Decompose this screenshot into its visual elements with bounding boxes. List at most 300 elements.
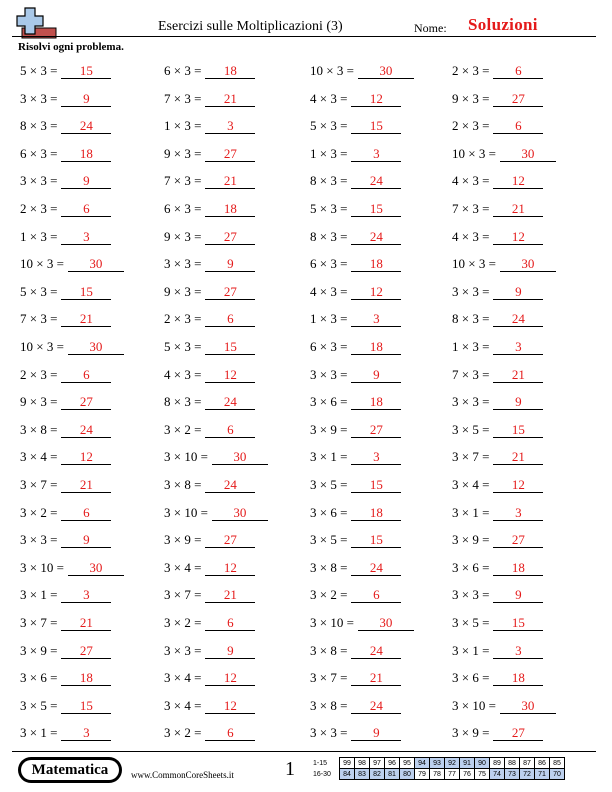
problem-question: 8 × 3 =: [164, 394, 202, 410]
answer-field[interactable]: 6: [493, 119, 543, 134]
problem-question: 3 × 4 =: [164, 670, 202, 686]
problem-question: 3 × 7 =: [164, 587, 202, 603]
score-cell: 87: [520, 758, 535, 769]
score-cell: 81: [385, 769, 400, 780]
problem-item: [20, 449, 111, 469]
answer-field[interactable]: 15: [351, 478, 401, 493]
answer-field[interactable]: 21: [61, 312, 111, 327]
score-row: [311, 769, 565, 780]
problem-item: [310, 670, 401, 690]
problem-question: 3 × 1 =: [452, 504, 490, 520]
problem-question: 1 × 3 =: [310, 311, 348, 327]
score-row: [311, 758, 565, 769]
problem-question: 8 × 3 =: [310, 228, 348, 244]
problem-question: 3 × 4 =: [164, 559, 202, 575]
answer-field[interactable]: 30: [212, 506, 268, 521]
problem-item: [20, 587, 111, 607]
score-row-label: 16-30: [313, 770, 331, 778]
problem-item: [452, 505, 543, 525]
problem-item: [20, 560, 124, 580]
problem-item: [452, 394, 543, 414]
problem-item: [310, 615, 414, 635]
answer-field[interactable]: 6: [205, 312, 255, 327]
answer-field[interactable]: 3: [351, 147, 401, 162]
answer-field[interactable]: 3: [205, 119, 255, 134]
problem-question: 2 × 3 =: [452, 118, 490, 134]
problem-item: [164, 91, 255, 111]
problem-item: [20, 422, 111, 442]
problem-question: 3 × 9 =: [452, 725, 490, 741]
score-cell: 97: [370, 758, 385, 769]
score-cell: 77: [445, 769, 460, 780]
problem-question: 3 × 2 =: [164, 725, 202, 741]
problem-item: [452, 63, 543, 83]
problem-question: 2 × 3 =: [20, 201, 58, 216]
subject-badge: [18, 757, 122, 783]
score-cell: 71: [535, 769, 550, 780]
answer-field[interactable]: 30: [68, 257, 124, 272]
answer-field[interactable]: 9: [493, 395, 543, 410]
problem-item: [164, 560, 255, 580]
problem-question: 3 × 1 =: [452, 642, 490, 658]
problem-item: [20, 394, 111, 414]
answer-field[interactable]: 21: [61, 616, 111, 631]
answer-field[interactable]: 12: [351, 285, 401, 300]
problem-question: 3 × 7 =: [20, 615, 58, 630]
answer-field[interactable]: 30: [68, 561, 124, 576]
answer-field[interactable]: 21: [205, 174, 255, 189]
answer-field[interactable]: 24: [61, 423, 111, 438]
answer-field[interactable]: 24: [205, 478, 255, 493]
answer-field[interactable]: 12: [205, 699, 255, 714]
problem-item: [20, 367, 111, 387]
answer-field[interactable]: 9: [61, 533, 111, 548]
problem-item: [164, 63, 255, 83]
name-value: Soluzioni: [468, 15, 538, 34]
problem-question: 3 × 3 =: [310, 725, 348, 741]
problem-item: [310, 643, 401, 663]
problem-question: 3 × 2 =: [20, 504, 58, 520]
problem-question: 4 × 3 =: [164, 366, 202, 382]
problem-item: [452, 698, 556, 718]
answer-field[interactable]: 30: [358, 64, 414, 79]
score-cell: 79: [415, 769, 430, 780]
problem-item: [452, 670, 543, 690]
problem-question: 3 × 8 =: [164, 477, 202, 492]
answer-field[interactable]: 18: [351, 257, 401, 272]
problem-item: [452, 532, 543, 552]
problem-question: 3 × 7 =: [20, 477, 58, 492]
problem-item: [164, 505, 268, 525]
answer-field[interactable]: 9: [61, 174, 111, 189]
score-cell: 86: [535, 758, 550, 769]
problem-question: 3 × 1 =: [310, 449, 348, 465]
answer-field[interactable]: 18: [205, 64, 255, 79]
problem-item: [20, 615, 111, 635]
answer-field[interactable]: 24: [351, 644, 401, 659]
answer-field[interactable]: 6: [61, 368, 111, 383]
problem-question: 6 × 3 =: [164, 201, 202, 216]
answer-field[interactable]: 12: [205, 561, 255, 576]
problem-question: 3 × 9 =: [452, 532, 490, 548]
answer-field[interactable]: 24: [351, 699, 401, 714]
problem-item: [310, 201, 401, 221]
problem-item: [452, 229, 543, 249]
problem-item: [310, 698, 401, 718]
name-label: Nome:: [414, 21, 447, 35]
problem-question: 3 × 5 =: [310, 477, 348, 492]
score-cell: 74: [490, 769, 505, 780]
problem-item: [310, 339, 401, 359]
answer-field[interactable]: 30: [358, 616, 414, 631]
page-title: Esercizi sulle Moltiplicazioni (3): [158, 19, 343, 34]
answer-field[interactable]: 12: [493, 174, 543, 189]
answer-field[interactable]: 15: [493, 616, 543, 631]
answer-field[interactable]: 3: [61, 726, 111, 741]
answer-field[interactable]: 24: [351, 561, 401, 576]
problem-question: 6 × 3 =: [164, 63, 202, 78]
answer-field[interactable]: 3: [493, 340, 543, 355]
problem-item: [20, 146, 111, 166]
answer-field[interactable]: 15: [351, 533, 401, 548]
answer-field[interactable]: 18: [351, 395, 401, 410]
answer-field[interactable]: 6: [205, 616, 255, 631]
problem-question: 3 × 2 =: [164, 615, 202, 630]
answer-field[interactable]: 27: [493, 726, 543, 741]
answer-field[interactable]: 15: [493, 423, 543, 438]
answer-field[interactable]: 18: [493, 561, 543, 576]
problem-question: 3 × 5 =: [310, 532, 348, 548]
problem-item: [164, 532, 255, 552]
answer-field[interactable]: 6: [61, 202, 111, 217]
score-cell: 89: [490, 758, 505, 769]
answer-field[interactable]: 6: [205, 423, 255, 438]
answer-field[interactable]: 18: [351, 506, 401, 521]
problem-item: [310, 725, 401, 745]
subject-label: Matematica: [21, 760, 119, 780]
score-cell: 90: [475, 758, 490, 769]
problem-question: 10 × 3 =: [20, 256, 64, 272]
answer-field[interactable]: 21: [351, 671, 401, 686]
problem-item: [20, 173, 111, 193]
problem-item: [310, 284, 401, 304]
answer-field[interactable]: 27: [205, 285, 255, 300]
problem-item: [164, 725, 255, 745]
problem-item: [452, 311, 543, 331]
problem-question: 3 × 10 =: [20, 559, 64, 575]
problem-question: 6 × 3 =: [310, 256, 348, 272]
problem-item: [452, 587, 543, 607]
answer-field[interactable]: 12: [205, 368, 255, 383]
problem-item: [164, 311, 255, 331]
answer-field[interactable]: 9: [493, 588, 543, 603]
problem-question: 3 × 3 =: [20, 532, 58, 548]
problem-item: [20, 670, 111, 690]
problem-question: 3 × 2 =: [164, 421, 202, 437]
answer-field[interactable]: 21: [205, 92, 255, 107]
problem-item: [310, 560, 401, 580]
problem-item: [164, 449, 268, 469]
problem-question: 6 × 3 =: [310, 339, 348, 354]
answer-field[interactable]: 27: [493, 92, 543, 107]
problem-question: 7 × 3 =: [164, 173, 202, 189]
problem-item: [20, 118, 111, 138]
score-cell: 83: [355, 769, 370, 780]
problem-question: 5 × 3 =: [164, 339, 202, 354]
problem-question: 9 × 3 =: [20, 394, 58, 410]
answer-field[interactable]: 27: [205, 147, 255, 162]
answer-field[interactable]: 6: [493, 64, 543, 79]
score-cell: 91: [460, 758, 475, 769]
problem-item: [20, 477, 111, 497]
problem-question: 5 × 3 =: [20, 283, 58, 299]
problem-question: 7 × 3 =: [452, 201, 490, 216]
answer-field[interactable]: 3: [61, 230, 111, 245]
problem-item: [310, 118, 401, 138]
answer-field[interactable]: 3: [351, 450, 401, 465]
score-cell: 85: [550, 758, 565, 769]
problem-item: [310, 587, 401, 607]
answer-field[interactable]: 9: [493, 285, 543, 300]
problem-question: 3 × 3 =: [20, 173, 58, 189]
answer-field[interactable]: 24: [205, 395, 255, 410]
problem-item: [310, 422, 401, 442]
problem-item: [452, 449, 543, 469]
answer-field[interactable]: 21: [493, 368, 543, 383]
problem-item: [310, 63, 414, 83]
problem-question: 9 × 3 =: [452, 90, 490, 106]
problem-question: 3 × 10 =: [310, 615, 354, 630]
problem-item: [164, 339, 255, 359]
problem-question: 1 × 3 =: [164, 118, 202, 134]
instructions: Risolvi ogni problema.: [18, 41, 124, 53]
answer-field[interactable]: 3: [493, 644, 543, 659]
problem-question: 5 × 3 =: [310, 118, 348, 134]
answer-field[interactable]: 24: [351, 174, 401, 189]
problem-question: 3 × 5 =: [20, 697, 58, 713]
problem-question: 3 × 9 =: [20, 642, 58, 658]
problem-item: [452, 284, 543, 304]
problem-item: [164, 367, 255, 387]
answer-field[interactable]: 3: [61, 588, 111, 603]
score-cell: 88: [505, 758, 520, 769]
answer-field[interactable]: 12: [351, 92, 401, 107]
answer-field[interactable]: 21: [205, 588, 255, 603]
answer-field[interactable]: 6: [205, 726, 255, 741]
footer-url: www.CommonCoreSheets.it: [131, 770, 234, 780]
answer-field[interactable]: 18: [205, 202, 255, 217]
problem-question: 10 × 3 =: [452, 145, 496, 161]
problem-item: [452, 256, 556, 276]
answer-field[interactable]: 18: [351, 340, 401, 355]
answer-field[interactable]: 27: [205, 533, 255, 548]
problem-item: [452, 118, 543, 138]
problem-item: [20, 256, 124, 276]
problem-item: [310, 367, 401, 387]
answer-field[interactable]: 9: [205, 644, 255, 659]
problem-question: 3 × 3 =: [20, 90, 58, 106]
answer-field[interactable]: 30: [500, 699, 556, 714]
problem-item: [164, 477, 255, 497]
page-number: 1: [285, 758, 295, 780]
problem-question: 3 × 3 =: [164, 256, 202, 272]
score-cell: 76: [460, 769, 475, 780]
score-cell: 94: [415, 758, 430, 769]
score-table: [311, 757, 565, 780]
problem-item: [452, 477, 543, 497]
answer-field[interactable]: 30: [500, 147, 556, 162]
answer-field[interactable]: 21: [493, 450, 543, 465]
answer-field[interactable]: 30: [500, 257, 556, 272]
answer-field[interactable]: 12: [493, 478, 543, 493]
problem-question: 10 × 3 =: [310, 63, 354, 78]
problem-question: 8 × 3 =: [452, 311, 490, 327]
problem-item: [164, 146, 255, 166]
answer-field[interactable]: 27: [61, 395, 111, 410]
problem-item: [310, 311, 401, 331]
problem-question: 3 × 9 =: [164, 532, 202, 548]
answer-field[interactable]: 24: [493, 312, 543, 327]
problem-question: 2 × 3 =: [20, 366, 58, 382]
score-row-label: 1-15: [313, 759, 328, 767]
answer-field[interactable]: 12: [205, 671, 255, 686]
problem-question: 3 × 4 =: [452, 477, 490, 492]
answer-field[interactable]: 15: [351, 202, 401, 217]
answer-field[interactable]: 9: [205, 257, 255, 272]
answer-field[interactable]: 27: [205, 230, 255, 245]
answer-field[interactable]: 9: [351, 726, 401, 741]
problem-item: [452, 560, 543, 580]
problem-item: [310, 173, 401, 193]
answer-field[interactable]: 9: [61, 92, 111, 107]
answer-field[interactable]: 24: [351, 230, 401, 245]
score-cell: 73: [505, 769, 520, 780]
problem-question: 4 × 3 =: [452, 228, 490, 244]
footer-divider: [12, 751, 596, 752]
problem-question: 3 × 6 =: [452, 559, 490, 575]
score-cell: 78: [430, 769, 445, 780]
problem-item: [164, 284, 255, 304]
answer-field[interactable]: 15: [61, 699, 111, 714]
answer-field[interactable]: 30: [68, 340, 124, 355]
problem-question: 3 × 3 =: [452, 394, 490, 410]
problem-item: [452, 146, 556, 166]
answer-field[interactable]: 18: [61, 147, 111, 162]
problem-question: 5 × 3 =: [20, 63, 58, 78]
problem-question: 3 × 8 =: [310, 642, 348, 658]
problem-item: [20, 229, 111, 249]
problem-question: 7 × 3 =: [452, 366, 490, 382]
problem-question: 1 × 3 =: [310, 145, 348, 161]
problem-item: [310, 146, 401, 166]
problem-item: [310, 505, 401, 525]
score-cell: 70: [550, 769, 565, 780]
score-cell: 80: [400, 769, 415, 780]
answer-field[interactable]: 18: [493, 671, 543, 686]
problem-item: [164, 422, 255, 442]
answer-field[interactable]: 30: [212, 450, 268, 465]
problem-item: [20, 201, 111, 221]
problem-question: 6 × 3 =: [20, 145, 58, 161]
problem-item: [310, 229, 401, 249]
answer-field[interactable]: 9: [351, 368, 401, 383]
answer-field[interactable]: 27: [351, 423, 401, 438]
problem-item: [452, 173, 543, 193]
problem-question: 3 × 4 =: [20, 449, 58, 465]
answer-field[interactable]: 27: [493, 533, 543, 548]
problem-item: [452, 615, 543, 635]
problem-question: 9 × 3 =: [164, 145, 202, 161]
answer-field[interactable]: 15: [61, 64, 111, 79]
problem-question: 3 × 3 =: [164, 642, 202, 658]
answer-field[interactable]: 3: [493, 506, 543, 521]
problem-item: [164, 587, 255, 607]
problem-item: [310, 256, 401, 276]
problem-question: 9 × 3 =: [164, 283, 202, 299]
answer-field[interactable]: 15: [61, 285, 111, 300]
answer-field[interactable]: 6: [351, 588, 401, 603]
answer-field[interactable]: 15: [351, 119, 401, 134]
problem-question: 3 × 7 =: [310, 670, 348, 686]
problem-question: 3 × 10 =: [452, 697, 496, 713]
problem-question: 4 × 3 =: [310, 283, 348, 299]
score-cell: 92: [445, 758, 460, 769]
score-cell: 72: [520, 769, 535, 780]
problem-question: 3 × 1 =: [20, 587, 58, 603]
problem-question: 3 × 8 =: [310, 559, 348, 575]
problem-item: [20, 532, 111, 552]
score-cell: 99: [340, 758, 355, 769]
problem-item: [452, 339, 543, 359]
problem-question: 3 × 10 =: [164, 504, 208, 520]
problem-question: 3 × 8 =: [20, 421, 58, 437]
answer-field[interactable]: 21: [493, 202, 543, 217]
problem-question: 4 × 3 =: [310, 90, 348, 106]
problem-question: 3 × 3 =: [310, 366, 348, 382]
answer-field[interactable]: 24: [61, 119, 111, 134]
problem-question: 3 × 3 =: [452, 587, 490, 603]
problem-question: 7 × 3 =: [20, 311, 58, 327]
problem-item: [20, 643, 111, 663]
problem-item: [310, 394, 401, 414]
problem-item: [164, 698, 255, 718]
answer-field[interactable]: 6: [61, 506, 111, 521]
score-cell: 84: [340, 769, 355, 780]
problem-item: [310, 532, 401, 552]
answer-field[interactable]: 15: [205, 340, 255, 355]
problem-question: 5 × 3 =: [310, 201, 348, 216]
answer-field[interactable]: 21: [61, 478, 111, 493]
answer-field[interactable]: 12: [61, 450, 111, 465]
problem-item: [452, 422, 543, 442]
problem-item: [452, 91, 543, 111]
problem-question: 3 × 10 =: [164, 449, 208, 465]
problem-item: [20, 63, 111, 83]
score-cell: 75: [475, 769, 490, 780]
problem-item: [310, 477, 401, 497]
answer-field[interactable]: 18: [61, 671, 111, 686]
problem-question: 2 × 3 =: [452, 63, 490, 78]
answer-field[interactable]: 27: [61, 644, 111, 659]
problem-question: 8 × 3 =: [310, 173, 348, 189]
answer-field[interactable]: 12: [493, 230, 543, 245]
problem-question: 10 × 3 =: [20, 339, 64, 354]
problem-item: [164, 173, 255, 193]
problem-item: [452, 201, 543, 221]
answer-field[interactable]: 3: [351, 312, 401, 327]
problem-item: [452, 725, 543, 745]
problem-question: 1 × 3 =: [452, 339, 490, 354]
